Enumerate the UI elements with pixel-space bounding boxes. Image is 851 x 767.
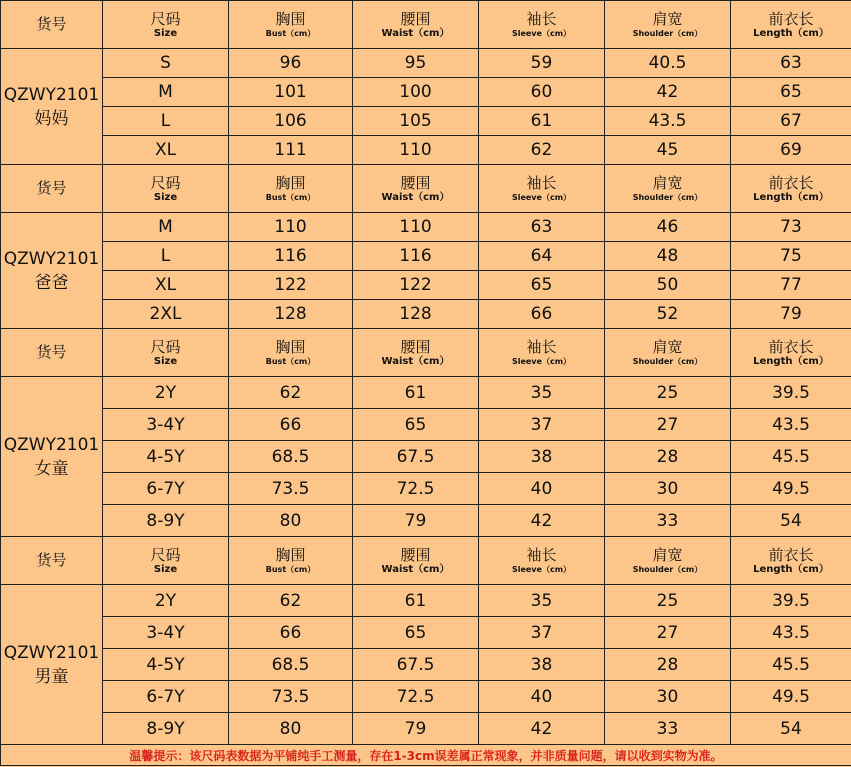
measurement-cell: 61: [479, 107, 605, 136]
column-header-en: Waist（cm）: [381, 27, 450, 39]
column-header-cn: 胸围: [275, 545, 306, 564]
measurement-cell: 116: [229, 242, 353, 271]
measurement-cell: 27: [605, 617, 731, 649]
table-row: [1, 242, 851, 271]
table-row: [1, 409, 851, 441]
measurement-cell: 122: [229, 271, 353, 300]
measurement-cell: 49.5: [731, 473, 851, 505]
measurement-cell: 128: [229, 300, 353, 329]
size-cell: 2XL: [103, 300, 229, 329]
measurement-cell: 79: [731, 300, 851, 329]
column-header: [479, 1, 605, 49]
measurement-cell: 72.5: [353, 473, 479, 505]
measurement-cell: 106: [229, 107, 353, 136]
code-label-header: [1, 329, 103, 377]
measurement-cell: 68.5: [229, 649, 353, 681]
size-cell: 6-7Y: [103, 473, 229, 505]
measurement-cell: 25: [605, 585, 731, 617]
size-cell: L: [103, 242, 229, 271]
measurement-cell: 79: [353, 505, 479, 537]
measurement-cell: 28: [605, 441, 731, 473]
measurement-cell: 45: [605, 136, 731, 165]
measurement-cell: 42: [479, 505, 605, 537]
column-header: [353, 1, 479, 49]
column-header: [479, 329, 605, 377]
size-cell: XL: [103, 271, 229, 300]
column-header-cn: 袖长: [526, 9, 557, 28]
measurement-cell: 65: [479, 271, 605, 300]
measurement-cell: 35: [479, 585, 605, 617]
column-header: [605, 329, 731, 377]
measurement-cell: 42: [479, 713, 605, 745]
measurement-cell: 73: [731, 213, 851, 242]
measurement-cell: 43.5: [731, 409, 851, 441]
column-header-en: Size: [153, 27, 178, 39]
product-code-cell: [1, 377, 103, 537]
table-row: [1, 213, 851, 242]
measurement-cell: 62: [479, 136, 605, 165]
column-header: [229, 165, 353, 213]
column-header: [731, 329, 851, 377]
product-code: QZWY2101: [3, 642, 100, 663]
column-header-en: Waist（cm）: [381, 355, 450, 367]
measurement-cell: 60: [479, 78, 605, 107]
measurement-cell: 73.5: [229, 681, 353, 713]
code-label: 货号: [36, 179, 67, 197]
column-header: [229, 1, 353, 49]
measurement-cell: 96: [229, 49, 353, 78]
product-code: QZWY2101: [3, 248, 100, 269]
measurement-cell: 62: [229, 585, 353, 617]
column-header-en: Shoulder（cm）: [632, 28, 703, 38]
measurement-cell: 30: [605, 473, 731, 505]
size-cell: 6-7Y: [103, 681, 229, 713]
column-header-cn: 腰围: [400, 337, 431, 356]
measurement-cell: 73.5: [229, 473, 353, 505]
column-header-cn: 肩宽: [652, 9, 683, 28]
table-row: [1, 377, 851, 409]
measurement-cell: 95: [353, 49, 479, 78]
table-row: [1, 107, 851, 136]
column-header-cn: 胸围: [275, 173, 306, 192]
header-row: [1, 329, 851, 377]
header-row: [1, 1, 851, 49]
size-cell: S: [103, 49, 229, 78]
product-code: QZWY2101: [3, 84, 100, 105]
column-header-en: Length（cm）: [753, 563, 829, 575]
column-header-en: Size: [153, 563, 178, 575]
measurement-cell: 25: [605, 377, 731, 409]
column-header-en: Bust（cm）: [265, 192, 316, 202]
size-cell: L: [103, 107, 229, 136]
size-cell: 4-5Y: [103, 649, 229, 681]
measurement-cell: 49.5: [731, 681, 851, 713]
measurement-cell: 110: [353, 136, 479, 165]
measurement-cell: 128: [353, 300, 479, 329]
table-row: [1, 49, 851, 78]
column-header-cn: 肩宽: [652, 337, 683, 356]
code-label-header: [1, 537, 103, 585]
column-header-cn: 胸围: [275, 337, 306, 356]
measurement-cell: 67.5: [353, 649, 479, 681]
measurement-cell: 64: [479, 242, 605, 271]
measurement-cell: 35: [479, 377, 605, 409]
measurement-note: 温馨提示：该尺码表数据为平铺纯手工测量，存在1-3cm误差属正常现象，并非质量问题，请以收到实物为准。: [1, 745, 851, 766]
measurement-cell: 39.5: [731, 377, 851, 409]
measurement-cell: 68.5: [229, 441, 353, 473]
column-header-en: Length（cm）: [753, 355, 829, 367]
table-row: [1, 681, 851, 713]
product-group-name: 妈妈: [34, 108, 69, 129]
code-label-header: [1, 165, 103, 213]
measurement-cell: 30: [605, 681, 731, 713]
size-cell: 8-9Y: [103, 713, 229, 745]
table-row: [1, 473, 851, 505]
column-header: [103, 165, 229, 213]
table-row: [1, 713, 851, 745]
measurement-cell: 65: [353, 409, 479, 441]
table-row: [1, 505, 851, 537]
table-row: [1, 585, 851, 617]
header-row: [1, 165, 851, 213]
column-header-cn: 腰围: [400, 545, 431, 564]
measurement-cell: 63: [731, 49, 851, 78]
table-row: [1, 617, 851, 649]
column-header-en: Shoulder（cm）: [632, 356, 703, 366]
column-header-en: Shoulder（cm）: [632, 192, 703, 202]
table-row: [1, 78, 851, 107]
column-header-en: Length（cm）: [753, 27, 829, 39]
measurement-cell: 111: [229, 136, 353, 165]
product-code-cell: [1, 585, 103, 745]
column-header-en: Sleeve（cm）: [511, 28, 572, 38]
column-header-en: Bust（cm）: [265, 28, 316, 38]
measurement-cell: 59: [479, 49, 605, 78]
column-header-cn: 尺码: [150, 337, 181, 356]
column-header: [103, 537, 229, 585]
size-cell: 3-4Y: [103, 409, 229, 441]
column-header-en: Size: [153, 191, 178, 203]
measurement-cell: 122: [353, 271, 479, 300]
column-header-cn: 肩宽: [652, 173, 683, 192]
measurement-cell: 54: [731, 713, 851, 745]
measurement-cell: 38: [479, 441, 605, 473]
product-code-cell: [1, 49, 103, 165]
column-header: [229, 329, 353, 377]
measurement-cell: 28: [605, 649, 731, 681]
measurement-cell: 77: [731, 271, 851, 300]
measurement-cell: 46: [605, 213, 731, 242]
code-label: 货号: [36, 551, 67, 569]
header-row: [1, 537, 851, 585]
measurement-cell: 66: [229, 617, 353, 649]
size-cell: 4-5Y: [103, 441, 229, 473]
column-header-en: Sleeve（cm）: [511, 192, 572, 202]
code-label-header: [1, 1, 103, 49]
measurement-cell: 40: [479, 473, 605, 505]
size-cell: XL: [103, 136, 229, 165]
size-cell: 3-4Y: [103, 617, 229, 649]
measurement-cell: 105: [353, 107, 479, 136]
measurement-cell: 54: [731, 505, 851, 537]
measurement-cell: 39.5: [731, 585, 851, 617]
measurement-cell: 45.5: [731, 441, 851, 473]
column-header-en: Size: [153, 355, 178, 367]
column-header-en: Length（cm）: [753, 191, 829, 203]
measurement-cell: 80: [229, 713, 353, 745]
column-header-cn: 袖长: [526, 337, 557, 356]
measurement-cell: 66: [479, 300, 605, 329]
column-header-en: Sleeve（cm）: [511, 356, 572, 366]
column-header-cn: 前衣长: [768, 545, 814, 564]
size-cell: 2Y: [103, 585, 229, 617]
measurement-cell: 79: [353, 713, 479, 745]
column-header: [353, 329, 479, 377]
column-header-cn: 前衣长: [768, 173, 814, 192]
measurement-cell: 45.5: [731, 649, 851, 681]
measurement-cell: 80: [229, 505, 353, 537]
measurement-cell: 110: [353, 213, 479, 242]
product-group-name: 爸爸: [34, 272, 69, 293]
table-row: [1, 300, 851, 329]
column-header: [229, 537, 353, 585]
column-header-en: Waist（cm）: [381, 191, 450, 203]
measurement-cell: 50: [605, 271, 731, 300]
size-cell: M: [103, 213, 229, 242]
measurement-cell: 67.5: [353, 441, 479, 473]
column-header: [605, 165, 731, 213]
table-row: [1, 441, 851, 473]
measurement-cell: 66: [229, 409, 353, 441]
measurement-cell: 33: [605, 713, 731, 745]
size-cell: M: [103, 78, 229, 107]
measurement-cell: 69: [731, 136, 851, 165]
column-header-cn: 腰围: [400, 173, 431, 192]
product-group-name: 女童: [34, 458, 69, 479]
column-header-cn: 前衣长: [768, 9, 814, 28]
column-header: [479, 165, 605, 213]
column-header: [103, 1, 229, 49]
column-header: [103, 329, 229, 377]
column-header-cn: 尺码: [150, 545, 181, 564]
column-header-cn: 尺码: [150, 173, 181, 192]
measurement-cell: 37: [479, 617, 605, 649]
column-header: [605, 537, 731, 585]
column-header: [479, 537, 605, 585]
column-header: [353, 537, 479, 585]
column-header-en: Bust（cm）: [265, 564, 316, 574]
measurement-cell: 52: [605, 300, 731, 329]
measurement-cell: 40: [479, 681, 605, 713]
measurement-cell: 43.5: [605, 107, 731, 136]
column-header-cn: 前衣长: [768, 337, 814, 356]
column-header: [605, 1, 731, 49]
measurement-cell: 67: [731, 107, 851, 136]
column-header-cn: 袖长: [526, 545, 557, 564]
column-header-en: Bust（cm）: [265, 356, 316, 366]
measurement-cell: 62: [229, 377, 353, 409]
measurement-cell: 75: [731, 242, 851, 271]
measurement-cell: 43.5: [731, 617, 851, 649]
measurement-cell: 100: [353, 78, 479, 107]
table-row: [1, 649, 851, 681]
column-header-cn: 袖长: [526, 173, 557, 192]
column-header-cn: 腰围: [400, 9, 431, 28]
measurement-cell: 27: [605, 409, 731, 441]
table-row: [1, 136, 851, 165]
size-cell: 2Y: [103, 377, 229, 409]
measurement-cell: 61: [353, 377, 479, 409]
measurement-cell: 42: [605, 78, 731, 107]
measurement-cell: 116: [353, 242, 479, 271]
column-header: [353, 165, 479, 213]
measurement-cell: 48: [605, 242, 731, 271]
measurement-cell: 38: [479, 649, 605, 681]
measurement-cell: 65: [353, 617, 479, 649]
measurement-cell: 37: [479, 409, 605, 441]
measurement-cell: 33: [605, 505, 731, 537]
column-header-cn: 肩宽: [652, 545, 683, 564]
column-header-en: Shoulder（cm）: [632, 564, 703, 574]
measurement-cell: 110: [229, 213, 353, 242]
column-header: [731, 165, 851, 213]
column-header: [731, 537, 851, 585]
code-label: 货号: [36, 15, 67, 33]
table-row: [1, 271, 851, 300]
column-header-en: Sleeve（cm）: [511, 564, 572, 574]
product-code-cell: [1, 213, 103, 329]
size-cell: 8-9Y: [103, 505, 229, 537]
measurement-cell: 40.5: [605, 49, 731, 78]
column-header-en: Waist（cm）: [381, 563, 450, 575]
column-header-cn: 尺码: [150, 9, 181, 28]
product-group-name: 男童: [34, 666, 69, 687]
measurement-cell: 72.5: [353, 681, 479, 713]
measurement-cell: 65: [731, 78, 851, 107]
column-header: [731, 1, 851, 49]
code-label: 货号: [36, 343, 67, 361]
column-header-cn: 胸围: [275, 9, 306, 28]
product-code: QZWY2101: [3, 434, 100, 455]
measurement-cell: 101: [229, 78, 353, 107]
measurement-cell: 61: [353, 585, 479, 617]
measurement-cell: 63: [479, 213, 605, 242]
